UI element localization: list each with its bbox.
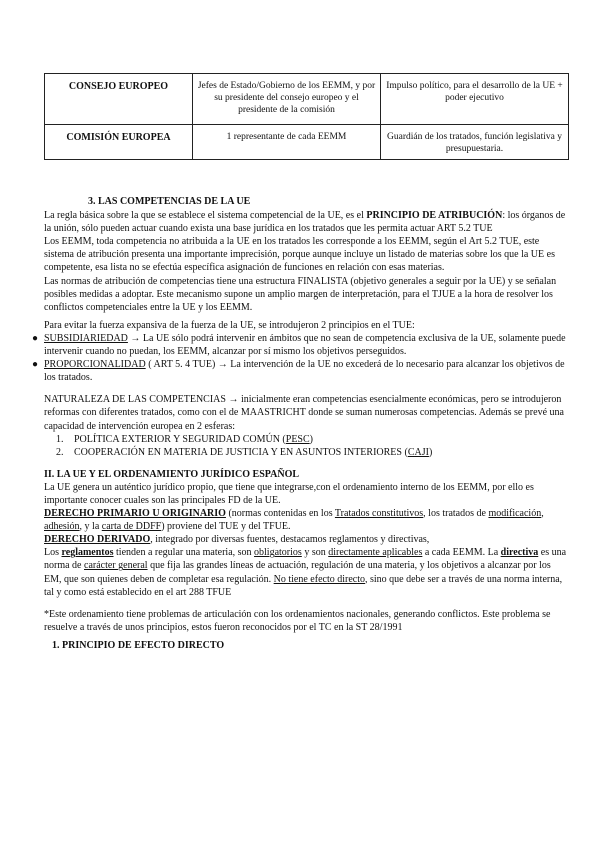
bullet-icon: ●	[32, 359, 39, 371]
list-item: ● PROPORCIONALIDAD ( ART 5. 4 TUE) → La intervención de la UE no excederá de lo necesario para alcanzar los objetivos de los tratados.	[32, 359, 565, 384]
paragraph: La regla básica sobre la que se establece el sistema competencial de la UE, es el PRINCIPIO DE ATRIBUCIÓN: los órganos de la unión, sólo pueden actuar cuando exista una base jurídica en los tratados que les permita actuar ART 5.2 TUE	[44, 210, 566, 235]
bullet-icon: ●	[32, 332, 39, 344]
institution-composition: Jefes de Estado/Gobierno de los EEMM, y por su presidente del consejo europeo y el presidente de la comisión	[193, 74, 381, 125]
note: *Este ordenamiento tiene problemas de articulación con los ordenamientos nacionales, generando conflictos. Este problema se resuelve a través de unos principios, estos fueron reconocidos por el TC en la ST 28/1991	[44, 608, 551, 633]
principle-term: SUBSIDIARIEDAD	[44, 332, 128, 344]
institution-composition: 1 representante de cada EEMM	[193, 125, 381, 160]
abbreviation: CAJI	[407, 446, 429, 458]
table-row	[45, 125, 569, 160]
document-body	[32, 195, 568, 652]
institution-function: Impulso político, para el desarrollo de la UE + poder ejecutivo	[381, 74, 569, 125]
institution-function: Guardián de los tratados, función legislativa y presupuestaria.	[381, 125, 569, 160]
paragraph: DERECHO DERIVADO, integrado por diversas fuentes, destacamos reglamentos y directivas,	[44, 534, 430, 546]
paragraph: NATURALEZA DE LAS COMPETENCIAS → inicialmente eran competencias esencialmente económicas, pero se introdujeron reformas con diferentes tratados, como con el de MAASTRICHT donde se suman numerosas competencias. Además se prevé una capacidad de intervención europea en 2 esferas:	[44, 394, 564, 432]
paragraph: Los EEMM, toda competencia no atribuida a la UE en los tratados les corresponde a los EEMM, según el Art 5.2 TUE, este sistema de atribución presenta una importante imprecisión, porque aunque incluye un listado de materias sobre los que la UE es competente, esa lista no se efectúa específica asignación de funciones en relación con esas materias.	[44, 236, 555, 274]
section-heading: II. LA UE Y EL ORDENAMIENTO JURÍDICO ESPAÑOL	[44, 468, 300, 480]
paragraph: DERECHO PRIMARIO U ORIGINARIO (normas contenidas en los Tratados constitutivos, los tratados de modificación, adhesión, y la carta de DDFF) proviene del TUE y del TFUE.	[44, 508, 544, 533]
paragraph: La UE genera un auténtico jurídico propio, que tiene que integrarse,con el ordenamiento interno de los EEMM, por ello es importante conocer cuales son las principales FD de la UE.	[44, 481, 534, 506]
bold-term: DERECHO PRIMARIO U ORIGINARIO	[44, 508, 226, 520]
section-heading: 3. LAS COMPETENCIAS DE LA UE	[88, 196, 251, 207]
list-item: ● SUBSIDIARIEDAD → La UE sólo podrá intervenir en ámbitos que no sean de competencia exclusiva de la UE, solamente puede intervenir cuando no puedan, los EEMM, alcanzar por sí mismo los objetivos perseguidos.	[32, 332, 566, 358]
spheres-list	[44, 433, 568, 459]
bold-term: PRINCIPIO DE ATRIBUCIÓN	[366, 210, 503, 222]
subsection-heading: 1. PRINCIPIO DE EFECTO DIRECTO	[52, 639, 225, 651]
institution-name: COMISIÓN EUROPEA	[45, 125, 193, 160]
list-item: 1. POLÍTICA EXTERIOR Y SEGURIDAD COMÚN (PESC)	[56, 433, 314, 445]
bold-term: reglamentos	[61, 547, 114, 559]
paragraph: Las normas de atribución de competencias tiene una estructura FINALISTA (objetivo generales a seguir por la UE) y se señalan posibles medidas a adoptar. Este mecanismo supone un amplio margen de interpretación, para el TJUE a la hora de resolver los conflictos competenciales entre la UE y los EEMM.	[44, 275, 557, 313]
list-item: 2. COOPERACIÓN EN MATERIA DE JUSTICIA Y EN ASUNTOS INTERIORES (CAJI)	[56, 446, 433, 458]
paragraph: Los reglamentos tienden a regular una materia, son obligatorios y son directamente aplicables a cada EEMM. La directiva es una norma de carácter general que fija las grandes líneas de actuación, regulación de una materia, y los objetivos a alcanzar por los EM, que son quienes deben de completar esa regulación. No tiene efecto directo, sino que debe ser a través de una norma interna, tal y como está establecido en el art 288 TFUE	[44, 547, 567, 598]
abbreviation: PESC	[285, 433, 310, 445]
bold-term: directiva	[500, 547, 539, 559]
institution-name: CONSEJO EUROPEO	[45, 74, 193, 125]
table-row	[45, 74, 569, 125]
principle-term: PROPORCIONALIDAD	[44, 359, 146, 371]
bold-term: DERECHO DERIVADO	[44, 534, 151, 546]
institutions-table	[44, 73, 569, 160]
principles-list	[32, 332, 568, 384]
paragraph: Para evitar la fuerza expansiva de la fuerza de la UE, se introdujeron 2 principios en el TUE:	[44, 319, 415, 331]
